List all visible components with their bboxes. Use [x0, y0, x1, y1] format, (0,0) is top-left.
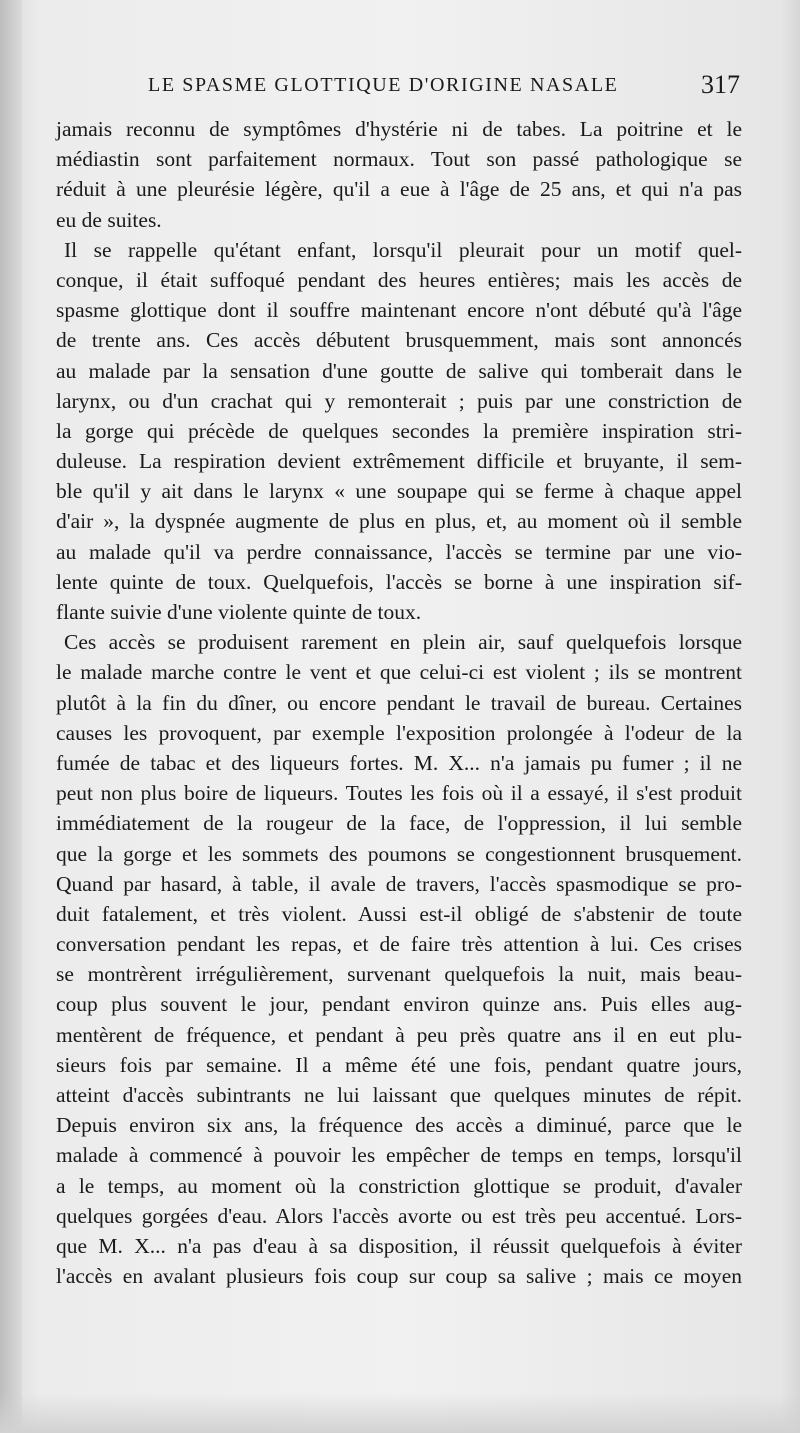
running-header — [140, 68, 740, 108]
text-line: au malade par la sensation d'une goutte de salive qui tomberait dans le — [56, 358, 742, 383]
text-line: réduit à une pleurésie légère, qu'il a eue à l'âge de 25 ans, et qui n'a pas — [56, 177, 742, 202]
text-line: que M. X... n'a pas d'eau à sa disposition, il réussit quelquefois à éviter — [56, 1233, 742, 1258]
page-bottom-edge — [0, 1393, 800, 1433]
text-line: de trente ans. Ces accès débutent brusquemment, mais sont annoncés — [56, 328, 742, 353]
text-line: larynx, ou d'un crachat qui y remonterait ; puis par une constriction de — [56, 388, 742, 413]
text-line: causes les provoquent, par exemple l'exposition prolongée à l'odeur de la — [56, 720, 742, 745]
text-line: peut non plus boire de liqueurs. Toutes les fois où il a essayé, il s'est produit — [56, 781, 742, 806]
text-line: ble qu'il y ait dans le larynx « une soupape qui se ferme à chaque appel — [56, 479, 742, 504]
text-line: sieurs fois par semaine. Il a même été une fois, pendant quatre jours, — [56, 1052, 742, 1077]
text-line: fumée de tabac et des liqueurs fortes. M. X... n'a jamais pu fumer ; il ne — [56, 750, 742, 775]
text-line: eu de suites. — [56, 207, 162, 232]
text-line: spasme glottique dont il souffre maintenant encore n'ont débuté qu'à l'âge — [56, 298, 742, 323]
text-line: coup plus souvent le jour, pendant environ quinze ans. Puis elles aug- — [56, 992, 742, 1017]
body-text — [56, 114, 742, 1291]
text-line: jamais reconnu de symptômes d'hystérie ni de tabes. La poitrine et le — [56, 117, 742, 141]
text-line: immédiatement de la rougeur de la face, de l'oppression, il lui semble — [56, 811, 742, 836]
running-title: LE SPASME GLOTTIQUE D'ORIGINE NASALE — [148, 74, 619, 96]
text-line: duleuse. La respiration devient extrêmement difficile et bruyante, il sem- — [56, 449, 742, 474]
text-line: se montrèrent irrégulièrement, survenant quelquefois la nuit, mais beau- — [56, 962, 742, 987]
text-line: Ces accès se produisent rarement en plein air, sauf quelquefois lorsque — [64, 630, 742, 655]
page-binding-edge — [0, 0, 22, 1433]
text-line: que la gorge et les sommets des poumons se congestionnent brusquement. — [56, 841, 742, 866]
text-line: Il se rappelle qu'étant enfant, lorsqu'il pleurait pour un motif quel- — [64, 237, 742, 262]
text-line: médiastin sont parfaitement normaux. Tout son passé pathologique se — [56, 147, 742, 172]
text-line: duit fatalement, et très violent. Aussi est-il obligé de s'abstenir de toute — [56, 901, 742, 926]
text-line: conversation pendant les repas, et de faire très attention à lui. Ces crises — [56, 932, 742, 957]
text-line: atteint d'accès subintrants ne lui laissant que quelques minutes de répit. — [56, 1083, 742, 1107]
text-line: a le temps, au moment où la constriction glottique se produit, d'avaler — [56, 1173, 742, 1198]
text-line: plutôt à la fin du dîner, ou encore pendant le travail de bureau. Certaines — [56, 690, 742, 715]
text-line: Quand par hasard, à table, il avale de travers, l'accès spasmodique se pro- — [56, 871, 742, 896]
text-line: la gorge qui précède de quelques secondes la première inspiration stri- — [56, 418, 742, 443]
text-line: malade à commencé à pouvoir les empêcher de temps en temps, lorsqu'il — [56, 1143, 742, 1168]
text-line: conque, il était suffoqué pendant des heures entières; mais les accès de — [56, 267, 742, 292]
text-line: au malade qu'il va perdre connaissance, l'accès se termine par une vio- — [56, 539, 742, 564]
text-line: le malade marche contre le vent et que celui-ci est violent ; ils se montrent — [56, 660, 742, 685]
text-line: lente quinte de toux. Quelquefois, l'accès se borne à une inspiration sif- — [56, 569, 742, 594]
text-line: quelques gorgées d'eau. Alors l'accès avorte ou est très peu accentué. Lors- — [56, 1203, 742, 1228]
text-line: d'air », la dyspnée augmente de plus en plus, et, au moment où il semble — [56, 509, 742, 534]
text-line: Depuis environ six ans, la fréquence des accès a diminué, parce que le — [56, 1113, 742, 1138]
page-number: 317 — [701, 70, 740, 99]
text-line: l'accès en avalant plusieurs fois coup sur coup sa salive ; mais ce moyen — [56, 1264, 742, 1289]
text-line: flante suivie d'une violente quinte de toux. — [56, 600, 422, 624]
text-line: mentèrent de fréquence, et pendant à peu près quatre ans il en eut plu- — [56, 1022, 742, 1047]
